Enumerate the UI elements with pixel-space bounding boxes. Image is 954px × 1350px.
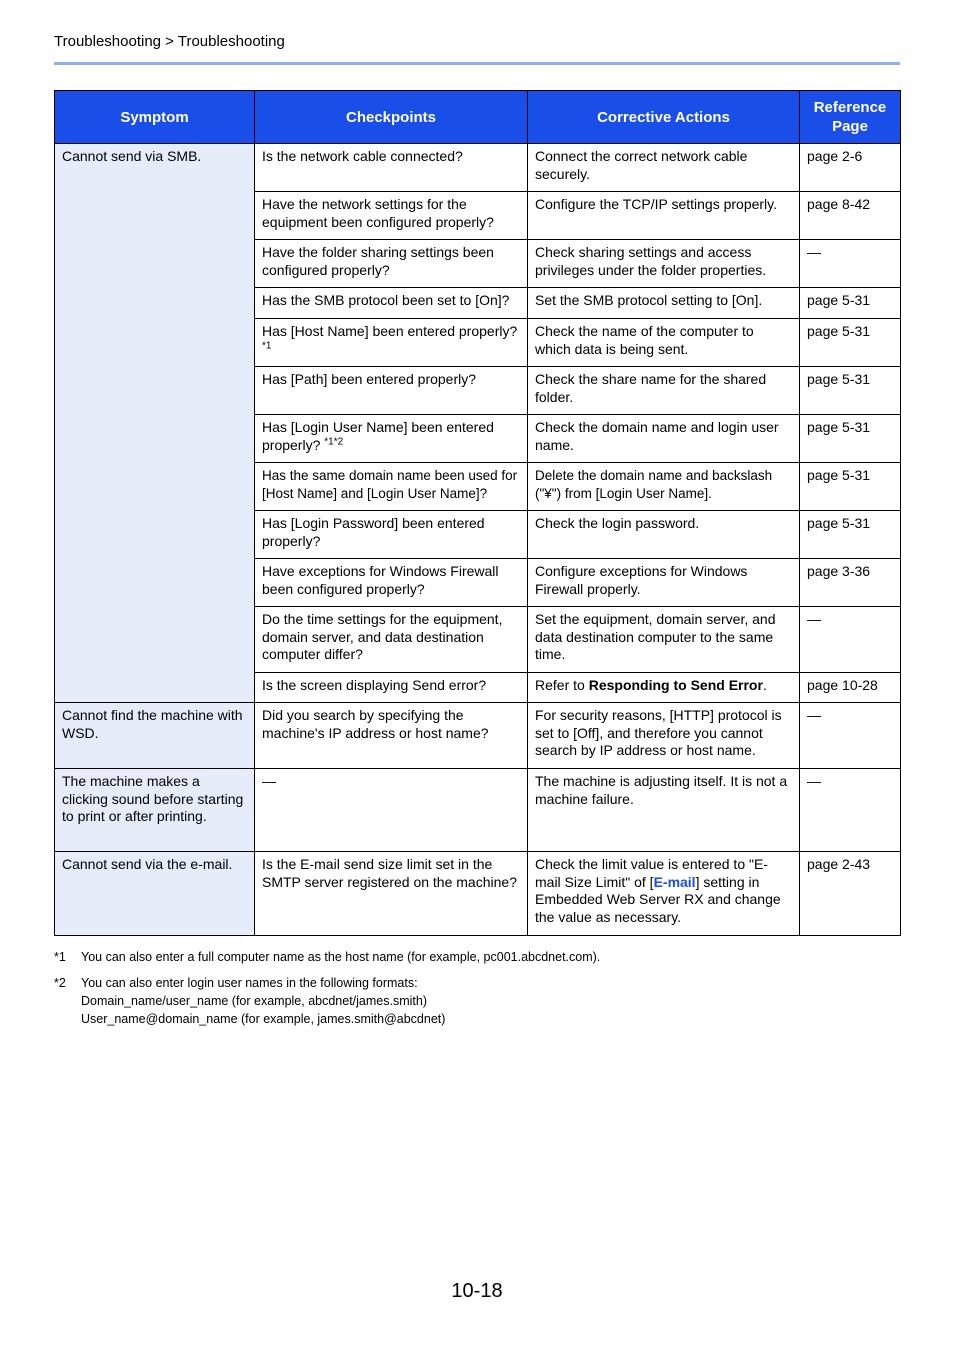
action-cell: Check the domain name and login user name. [528, 415, 800, 463]
reference-cell: page 5-31 [800, 415, 901, 463]
footnote-text: User_name@domain_name (for example, james.smith@abcdnet) [81, 1012, 446, 1026]
action-cell: Check the share name for the shared folder. [528, 367, 800, 415]
table-row [55, 144, 901, 192]
action-cell: Configure exceptions for Windows Firewall properly. [528, 559, 800, 607]
checkpoint-cell: Has [Login Password] been entered properly? [255, 511, 528, 559]
reference-cell: page 3-36 [800, 559, 901, 607]
checkpoint-cell: Have exceptions for Windows Firewall been configured properly? [255, 559, 528, 607]
action-cell: For security reasons, [HTTP] protocol is set to [Off], and therefore you cannot search by IP address or host name. [528, 703, 800, 769]
checkpoint-cell: — [255, 769, 528, 852]
footnote [54, 948, 900, 966]
action-cell: The machine is adjusting itself. It is not a machine failure. [528, 769, 800, 852]
action-cell [528, 673, 800, 703]
checkpoint-text: Has [Login User Name] been entered properly? [262, 419, 494, 453]
action-cell: Delete the domain name and backslash ("¥") from [Login User Name]. [528, 463, 800, 511]
troubleshooting-table [54, 90, 901, 936]
header-reference-line2: Page [832, 118, 868, 135]
action-cell: Check sharing settings and access privileges under the folder properties. [528, 240, 800, 288]
reference-cell: page 2-43 [800, 852, 901, 936]
table-row [55, 769, 901, 852]
footnote-ref: *1 [262, 339, 272, 351]
symptom-cell: Cannot send via SMB. [55, 144, 255, 703]
checkpoint-cell: Did you search by specifying the machine's IP address or host name? [255, 703, 528, 769]
action-text-end: . [762, 677, 767, 693]
table-header-row [55, 91, 901, 144]
checkpoint-cell [255, 415, 528, 463]
checkpoint-cell [255, 319, 528, 367]
checkpoint-cell: Is the E-mail send size limit set in the SMTP server registered on the machine? [255, 852, 528, 936]
action-text: Check the limit value is entered to "E-mail Size Limit" of [ [535, 856, 768, 890]
reference-cell: — [800, 607, 901, 673]
footnotes [54, 948, 900, 1036]
footnote-text: Domain_name/user_name (for example, abcdnet/james.smith) [81, 994, 427, 1008]
reference-cell: — [800, 769, 901, 852]
header-symptom: Symptom [55, 91, 255, 144]
footnote-mark: *2 [54, 976, 66, 990]
reference-cell: page 2-6 [800, 144, 901, 192]
header-reference-page [800, 91, 901, 144]
header-divider [54, 62, 900, 65]
action-text-end: ] setting in Embedded Web Server RX and change the value as necessary. [535, 873, 781, 925]
checkpoint-text: Has [Host Name] been entered properly? [262, 323, 518, 339]
reference-cell: page 5-31 [800, 367, 901, 415]
checkpoint-cell: Has the SMB protocol been set to [On]? [255, 288, 528, 319]
action-cell: Check the name of the computer to which data is being sent. [528, 319, 800, 367]
reference-cell: page 10-28 [800, 673, 901, 703]
symptom-cell: Cannot send via the e-mail. [55, 852, 255, 936]
action-cell: Check the login password. [528, 511, 800, 559]
footnote-text: You can also enter a full computer name as the host name (for example, pc001.abcdnet.com). [81, 950, 601, 964]
footnote-ref: *1*2 [324, 435, 344, 447]
checkpoint-cell: Have the network settings for the equipment been configured properly? [255, 192, 528, 240]
checkpoint-cell: Has the same domain name been used for [Host Name] and [Login User Name]? [255, 463, 528, 511]
action-cell: Set the equipment, domain server, and data destination computer to the same time. [528, 607, 800, 673]
reference-cell: — [800, 240, 901, 288]
reference-cell: page 8-42 [800, 192, 901, 240]
email-setting-link[interactable]: E-mail [653, 873, 696, 890]
action-reference-title: Responding to Send Error [588, 677, 763, 693]
action-cell: Set the SMB protocol setting to [On]. [528, 288, 800, 319]
breadcrumb: Troubleshooting > Troubleshooting [54, 33, 285, 50]
reference-cell: page 5-31 [800, 511, 901, 559]
reference-cell: page 5-31 [800, 319, 901, 367]
reference-cell: page 5-31 [800, 288, 901, 319]
reference-cell: page 5-31 [800, 463, 901, 511]
footnote [54, 974, 900, 1028]
action-text: Refer to [535, 677, 589, 693]
checkpoint-cell: Do the time settings for the equipment, domain server, and data destination computer differ? [255, 607, 528, 673]
checkpoint-cell: Is the network cable connected? [255, 144, 528, 192]
action-cell: Configure the TCP/IP settings properly. [528, 192, 800, 240]
checkpoint-cell: Have the folder sharing settings been configured properly? [255, 240, 528, 288]
checkpoint-cell: Is the screen displaying Send error? [255, 673, 528, 703]
table-row [55, 703, 901, 769]
header-corrective-actions: Corrective Actions [528, 91, 800, 144]
header-reference-line1: Reference [813, 99, 887, 116]
footnote-text: You can also enter login user names in the following formats: [81, 976, 418, 990]
page-number: 10-18 [451, 1280, 503, 1302]
checkpoint-cell: Has [Path] been entered properly? [255, 367, 528, 415]
action-cell [528, 852, 800, 936]
footnote-mark: *1 [54, 950, 66, 964]
action-cell: Connect the correct network cable securely. [528, 144, 800, 192]
header-checkpoints: Checkpoints [255, 91, 528, 144]
symptom-cell: The machine makes a clicking sound before starting to print or after printing. [55, 769, 255, 852]
table-row [55, 852, 901, 936]
symptom-cell: Cannot find the machine with WSD. [55, 703, 255, 769]
reference-cell: — [800, 703, 901, 769]
